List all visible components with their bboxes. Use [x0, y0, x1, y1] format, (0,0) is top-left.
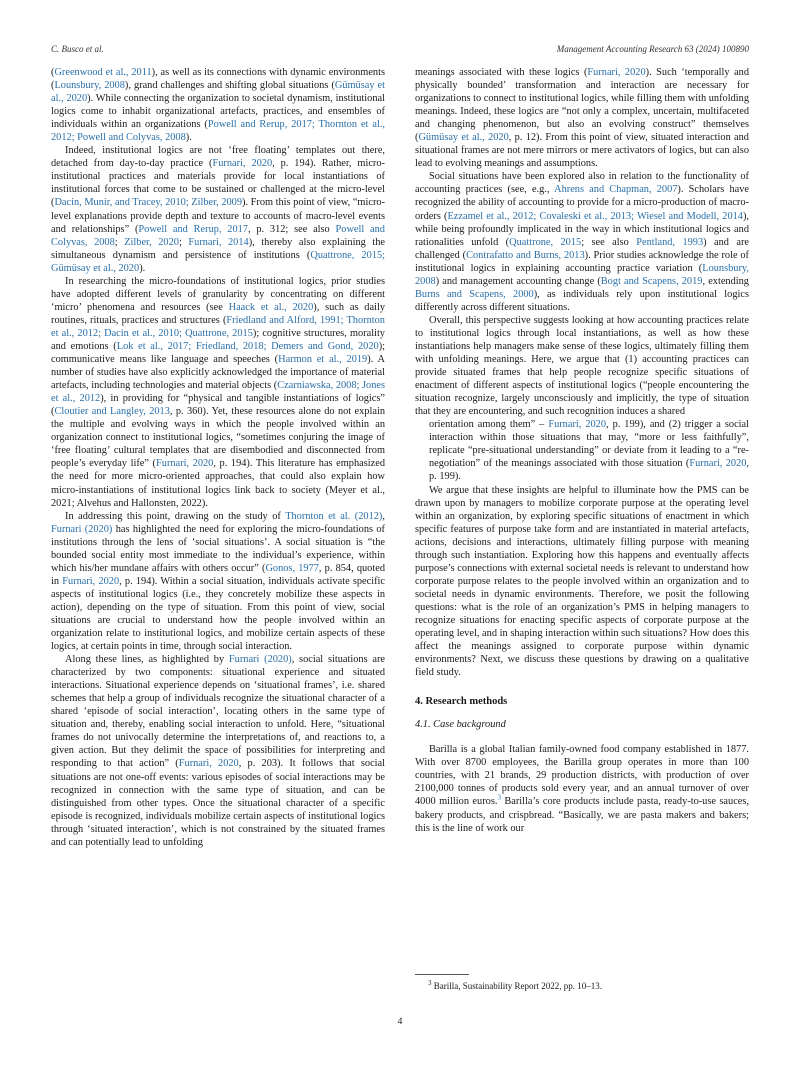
text-run: Barilla’s core products include pasta, ready-to-use sauces, bakery products, and crispbread. “Basically, we are pasta makers and bakers; this is the line of work our — [415, 796, 749, 834]
citation-link[interactable]: Cloutier and Langley, 2013 — [54, 406, 170, 418]
text-run: ), grand challenges and shifting global situations ( — [124, 80, 335, 92]
citation-link[interactable]: Furnari, 2020 — [587, 67, 646, 78]
text-run: , p. 203). It follows that social situations are not one-off events: various episodes of social interactions may be recognized in connection with the same type of situation, and can be distinguished from other types. Once the situational character of a specific episode is recognized, individuals mobilize certain aspects of institutional logics through ‘situated interaction’, which is not constrained by the situated frames and can potentially lead to unfolding — [51, 758, 385, 848]
text-run: ). Scholars have recognized the ability of accounting to provide for a micro-production of macro-orders ( — [415, 184, 749, 222]
text-run: Overall, this perspective suggests looking at how accounting practices relate to institutional logics through local instantiations, as well as how these instantiations help managers make sense of these logics, ultimately filling them with unfolding meanings. Here, we argue that (1) accounting practices can provide situated frames that help people recognize specific situations of enactment of different aspects of institutional logics (“people encountering the situation recognize, largely unconsciously and implicitly, the type of situation that they are encountering, and such recognition induces a shared — [415, 314, 749, 418]
running-header-authors: C. Busco et al. — [51, 44, 104, 54]
text-run: Barilla is a global Italian family-owned food company established in 1877. With over 8700 employees, the Barilla group operates in more than 100 countries, with 21 brands, 29 production districts, with production of over 2100,000 tonnes of products sold every year, and an annual turnover of over 4000 million euros. — [415, 744, 749, 808]
paragraph — [51, 275, 385, 510]
paragraph — [51, 144, 385, 274]
citation-link[interactable]: Haack et al., 2020 — [228, 301, 314, 313]
text-run: , extending — [702, 275, 749, 287]
paragraph — [51, 510, 385, 654]
text-run: ), in providing for “physical and tangible instantiations of logics” ( — [51, 393, 385, 418]
paragraph — [415, 484, 749, 680]
text-run: In researching the micro-foundations of institutional logics, prior studies have adopted different levels of granularity by concentrating on different ‘micro’ phenomena and resources (see — [51, 275, 385, 313]
citation-link[interactable]: Harmon et al., 2019 — [278, 354, 368, 366]
text-run: Social situations have been explored also in relation to the functionality of accounting practices (see, e.g., — [415, 171, 749, 196]
citation-link[interactable]: Furnari, 2020 — [689, 458, 747, 470]
text-run: ). — [185, 132, 192, 144]
text-run: ). A number of studies have also explicitly acknowledged the importance of material artefacts, including technologies and material objects ( — [51, 354, 385, 392]
citation-link[interactable]: Furnari, 2014 — [188, 236, 249, 248]
citation-link[interactable]: Furnari, 2020 — [548, 419, 607, 431]
citation-link[interactable]: Powell and Colyvas, 2008 — [51, 223, 385, 248]
text-run: Indeed, institutional logics are not ‘free floating’ templates out there, detached from day-to-day practice ( — [51, 145, 385, 170]
text-run: , p. 194). Rather, micro-institutional practices and materials provide for local instantiations of institutional forces that come to be sustained or challenged at the micro-level ( — [51, 158, 385, 209]
citation-link[interactable]: Furnari (2020) — [228, 654, 292, 666]
citation-link[interactable]: Bogt and Scapens, 2019 — [600, 275, 703, 287]
citation-link[interactable]: Furnari, 2020 — [62, 575, 120, 587]
text-run: , p. 12). From this point of view, situated interaction and situational frames are not mere mirrors or mere activators of logics, but can also lead to evolving meanings and assumptions. — [415, 132, 749, 170]
footnote-text: Barilla, Sustainability Report 2022, pp. 10–13. — [433, 981, 602, 991]
text-run: ), as well as its connections with dynamic environments ( — [51, 67, 385, 92]
citation-link[interactable]: Ezzamel et al., 2012; Covaleski et al., 2013; Wiesel and Modell, 2014 — [447, 210, 743, 222]
paragraph — [51, 653, 385, 849]
citation-link[interactable]: Greenwood et al., 2011 — [54, 67, 152, 78]
citation-link[interactable]: Dacin, Munir, and Tracey, 2010; Zilber, 2009 — [54, 197, 243, 209]
citation-link[interactable]: Furnari, 2020 — [178, 758, 239, 770]
footnote-ref[interactable]: 3 — [497, 794, 501, 803]
text-run: has highlighted the need for exploring the micro-foundations of institutions through the lens of ‘social situations’. A social situation is “the bounded social entity most immediate to the individual’s experience, within which his/her mundane affairs with others occur” ( — [51, 523, 385, 574]
text-run: ), as individuals rely upon institutional logics differently across different situations. — [415, 288, 750, 313]
citation-link[interactable]: Furnari, 2020 — [212, 158, 273, 170]
text-run: Along these lines, as highlighted by — [65, 654, 229, 666]
citation-link[interactable]: Furnari (2020) — [51, 523, 113, 535]
citation-link[interactable]: Quattrone, 2015 — [509, 236, 582, 248]
text-run: ); cognitive structures, morality and emotions ( — [51, 327, 385, 352]
citation-link[interactable]: Pentland, 1993 — [636, 236, 704, 248]
right-column — [415, 66, 749, 835]
running-header-journal: Management Accounting Research 63 (2024) 100890 — [556, 44, 749, 54]
citation-link[interactable]: Quattrone, 2015; Gümüsay et al., 2020 — [51, 249, 385, 274]
citation-link[interactable]: Ahrens and Chapman, 2007 — [554, 184, 678, 196]
citation-link[interactable]: Contrafatto and Burns, 2013 — [466, 249, 585, 261]
text-run: , social situations are characterized by two components: situational experience and situated interactions. Situational experience depends on ‘situational frames’, i.e. shared schemes that help a group of individuals recognize the situational character of a shared ‘episode of social interaction’, locating others in the same type of situation and, thereby, enabling social interaction to unfold. Here, “situational frames do not univocally determine the interpretations of, and reactions to, a given action. But they delimit the space of possibilities for interpreting and responding to that action” ( — [51, 654, 385, 770]
citation-link[interactable]: Powell and Rerup, 2017 — [138, 223, 248, 235]
citation-link[interactable]: Gümüsay et al., 2020 — [418, 132, 509, 144]
text-run: , p. 312; see also — [247, 223, 336, 235]
text-run: ). While connecting the organization to societal dynamism, institutional logics come to inhabit organizational artefacts, practices, and ensembles of individuals within an organizations ( — [51, 93, 385, 131]
page-number: 4 — [397, 1017, 403, 1027]
text-run: We argue that these insights are helpful to illuminate how the PMS can be drawn upon by managers to mobilize corporate purpose at the operating level within an organization, by exploring specific situations of enactment in which specific features of purpose take form and are instantiated in material artefacts, actions, decisions and interactions, ultimately filling purpose with meaning through such instantiation. Exploring how this happens and eventually affects purpose’s connections with external societal needs is relevant to understand how corporate purpose relates to the people involved within an organization and to societal needs in dynamic environments. Therefore, we posit the following questions: what is the role of an organization’s PMS in helping managers to recognize situations for enacting specific aspects of corporate purpose at the operating level, and in shaping interaction within such situations? How does this affect the meanings assigned to corporate purpose within dynamic environments? Next, we discuss these questions by drawing on a qualitative field study. — [415, 484, 749, 679]
text-run: In addressing this point, drawing on the study of — [65, 510, 286, 522]
text-run: meanings associated with these logics ( — [415, 67, 588, 78]
text-run: ). Prior studies acknowledge the role of institutional logics in explaining accounting practice variation ( — [415, 249, 749, 274]
text-run: , p. 199). — [429, 458, 750, 483]
citation-link[interactable]: Thornton et al. (2012) — [285, 510, 383, 522]
subsection-heading: 4.1. Case background — [415, 719, 506, 731]
text-run: ; see also — [581, 236, 637, 248]
footnote — [428, 981, 602, 991]
text-run: ), thereby also explaining the simultaneous dynamism and persistence of institutions ( — [51, 236, 386, 261]
footnote-rule — [415, 974, 469, 975]
paragraph — [415, 743, 749, 834]
citation-link[interactable]: Lounsbury, 2008 — [54, 80, 125, 92]
citation-link[interactable]: Gümüsay et al., 2020 — [51, 80, 385, 105]
text-run: ) and are challenged ( — [415, 236, 749, 261]
citation-link[interactable]: Lok et al., 2017; Friedland, 2018; Demers and Gond, 2020 — [116, 340, 379, 352]
text-run: orientation among them” – — [429, 419, 549, 431]
citation-link[interactable]: Furnari, 2020 — [156, 458, 214, 470]
text-run: ), while being profoundly implicated in the way in which institutional logics and rationalities unfold ( — [415, 210, 749, 248]
text-run: , — [382, 510, 385, 522]
citation-link[interactable]: Friedland and Alford, 1991; Thornton et al., 2012; Dacin et al., 2010; Quattrone, 2015 — [51, 314, 385, 339]
text-run: ; — [114, 236, 125, 248]
text-run: , p. 194). Within a social situation, individuals activate specific aspects of institutional logics (i.e., they concretely mobilize these aspects in action), depending on the type of situation. From this point of view, social situations are crucial to understand how the people involved within an organization relate to institutional logics, and mobilize certain aspects of these logics, at certain points in time, through social interaction. — [51, 575, 385, 653]
citation-link[interactable]: Czarniawska, 2008; Jones et al., 2012 — [51, 380, 385, 405]
section-heading: 4. Research methods — [415, 696, 508, 708]
citation-link[interactable]: Lounsbury, 2008 — [415, 262, 749, 287]
citation-link[interactable]: Gonos, 1977 — [265, 562, 319, 574]
text-run: ); communicative means like language and speeches ( — [51, 340, 386, 366]
text-run: ). — [139, 262, 146, 274]
paragraph — [415, 170, 749, 314]
text-run: ; — [178, 236, 189, 248]
text-run: ), such as daily routines, rituals, practices and structures ( — [51, 301, 385, 326]
right-column-body-bottom — [415, 743, 749, 834]
citation-link[interactable]: Powell and Rerup, 2017; Thornton et al., 2012; Powell and Colyvas, 2008 — [51, 119, 385, 144]
left-column — [51, 66, 385, 849]
text-run: ) and management accounting change ( — [435, 275, 601, 287]
citation-link[interactable]: Zilber, 2020 — [124, 236, 179, 248]
paragraph — [415, 314, 749, 418]
text-run: , p. 199), and (2) trigger a social interaction within those situations that may, “more or less faithfully”, replicate “pre-situational understanding” or deviate from it leading to a “re-negotiation” of the meanings associated with those situation ( — [429, 419, 749, 470]
text-run: ( — [51, 67, 55, 78]
paragraph — [415, 66, 749, 170]
paragraph — [51, 66, 385, 144]
text-run: , p. 194). This literature has emphasized the need for more micro-oriented approaches, that could also explain how micro-instantiations of institutional logics link back to society (Meyer et al., 2021; Alvehus and Hallonsten, 2022). — [51, 458, 385, 509]
text-run: ). Such ‘temporally and physically bounded’ transformation and interaction are necessary for organizations to connect to institutional logics, while filling them with unfolding meanings. Indeed, these logics are “not only a complex, uncertain, multifaceted and changing phenomenon, but also an evolving construct” themselves ( — [415, 67, 750, 144]
text-run: , p. 360). Yet, these resources alone do not explain the multiple and evolving ways in which the people involved within an organization connect to institutional logics, “sometimes conjuring the image of ‘free floating’ cultural templates that are disembodied and disconnected from people’s everyday life” ( — [51, 406, 385, 470]
footnote-mark: 3 — [428, 979, 432, 987]
text-run: ). From this point of view, “micro-level explanations provide depth and texture to accounts of macro-level events and relationships” ( — [51, 197, 386, 235]
right-column-body-top — [415, 66, 749, 679]
text-run: , p. 854, quoted in — [51, 562, 385, 587]
paragraph — [415, 418, 749, 483]
citation-link[interactable]: Burns and Scapens, 2000 — [415, 288, 534, 300]
